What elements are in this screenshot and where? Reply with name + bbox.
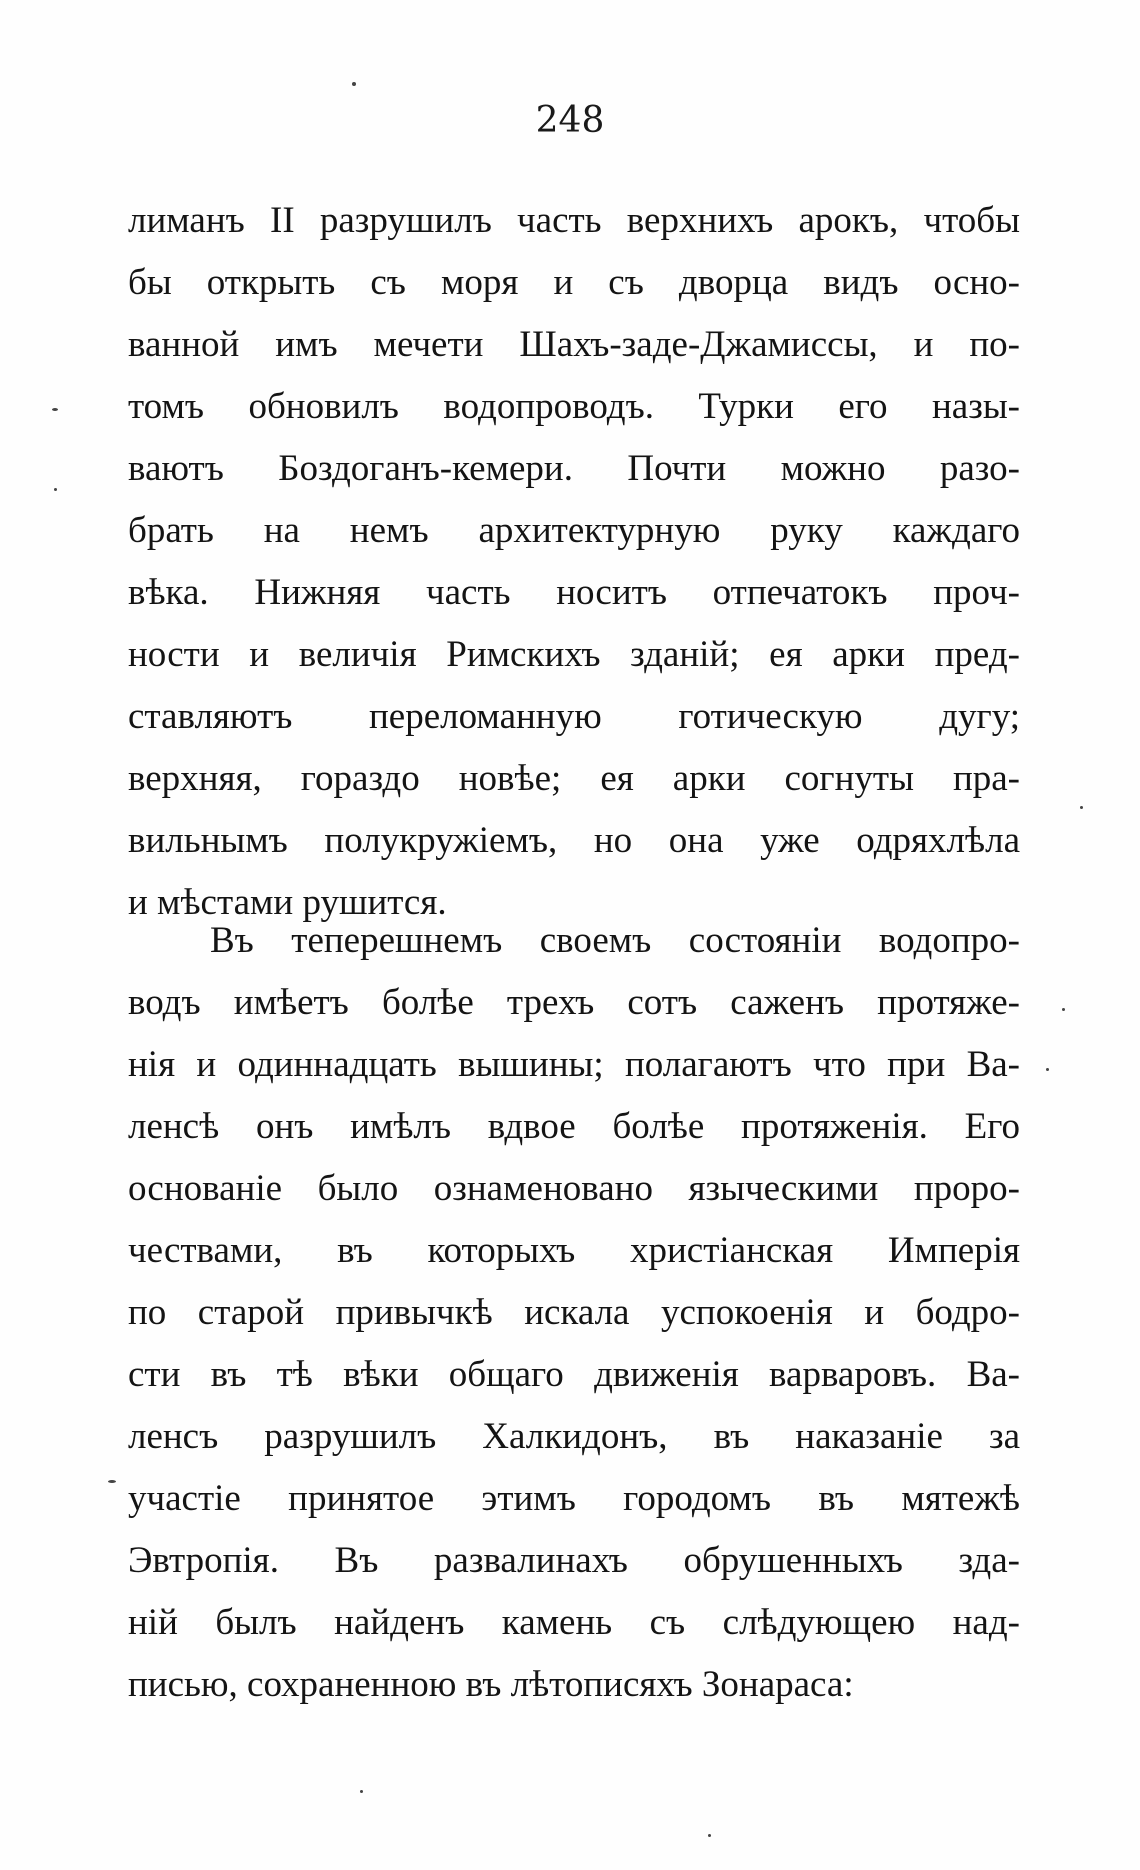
text-line: и мѣстами рушится. bbox=[128, 882, 447, 923]
text-line: основаніе было ознаменовано языческими проро- bbox=[128, 1168, 1020, 1209]
scan-speck bbox=[108, 1480, 116, 1483]
text-line: ванной имъ мечети Шахъ-заде-Джамиссы, и по- bbox=[128, 324, 1020, 365]
scan-speck bbox=[54, 488, 57, 491]
text-line: ваютъ Боздоганъ-кемери. Почти можно разо- bbox=[128, 448, 1020, 489]
text-line: вильнымъ полукружіемъ, но она уже одряхлѣла bbox=[128, 820, 1020, 861]
text-line: бы открыть съ моря и съ дворца видъ осно- bbox=[128, 262, 1020, 303]
scan-speck bbox=[1046, 1068, 1049, 1071]
text-line: ленсъ разрушилъ Халкидонъ, въ наказаніе за bbox=[128, 1416, 1020, 1457]
scan-speck bbox=[52, 408, 58, 411]
text-line: нія и одиннадцать вышины; полагаютъ что при Ва- bbox=[128, 1044, 1020, 1085]
text-line: вѣка. Нижняя часть носитъ отпечатокъ проч- bbox=[128, 572, 1020, 613]
text-line: ленсѣ онъ имѣлъ вдвое болѣе протяженія. Его bbox=[128, 1106, 1020, 1147]
text-line: ставляютъ переломанную готическую дугу; bbox=[128, 696, 1020, 737]
scan-speck bbox=[708, 1834, 711, 1837]
scan-speck bbox=[1062, 1008, 1065, 1011]
text-line: сти въ тѣ вѣки общаго движенія варваровъ. Ва- bbox=[128, 1354, 1020, 1395]
text-line: ности и величія Римскихъ зданій; ея арки пред- bbox=[128, 634, 1020, 675]
scan-speck bbox=[1080, 806, 1083, 809]
text-line: по старой привычкѣ искала успокоенія и бодро- bbox=[128, 1292, 1020, 1333]
text-line: писью, сохраненною въ лѣтописяхъ Зонараса: bbox=[128, 1664, 854, 1705]
text-line: лиманъ II разрушилъ часть верхнихъ арокъ, чтобы bbox=[128, 200, 1020, 241]
text-line: Въ теперешнемъ своемъ состояніи водопро- bbox=[210, 920, 1020, 961]
text-line: верхняя, гораздо новѣе; ея арки согнуты пра- bbox=[128, 758, 1020, 799]
text-line: чествами, въ которыхъ христіанская Имперія bbox=[128, 1230, 1020, 1271]
scan-speck bbox=[352, 82, 356, 86]
text-line: томъ обновилъ водопроводъ. Турки его назы- bbox=[128, 386, 1020, 427]
text-line: Эвтропія. Въ развалинахъ обрушенныхъ зда- bbox=[128, 1540, 1020, 1581]
text-line: брать на немъ архитектурную руку каждаго bbox=[128, 510, 1020, 551]
page-number: 248 bbox=[535, 100, 605, 141]
paragraph-1 bbox=[128, 190, 1020, 934]
text-line: ній былъ найденъ камень съ слѣдующею над- bbox=[128, 1602, 1020, 1643]
text-line: участіе принятое этимъ городомъ въ мятежѣ bbox=[128, 1478, 1020, 1519]
paragraph-2 bbox=[128, 910, 1020, 1716]
text-line: водъ имѣетъ болѣе трехъ сотъ саженъ протяже- bbox=[128, 982, 1020, 1023]
scan-speck bbox=[360, 1790, 363, 1793]
